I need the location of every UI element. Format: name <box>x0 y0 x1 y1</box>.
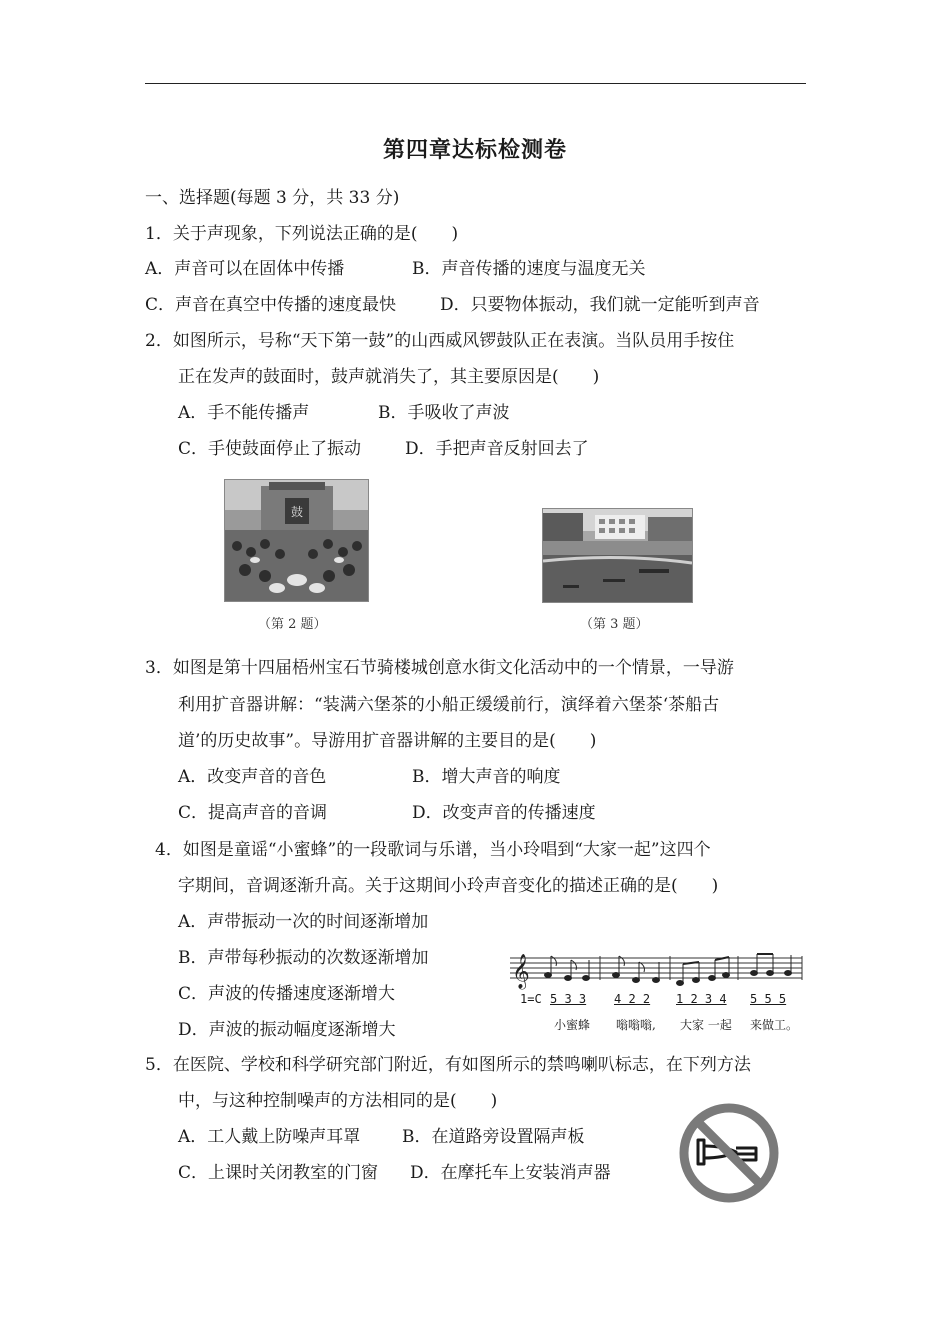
q4-option-b: B．声带每秒振动的次数逐渐增加 <box>178 948 429 968</box>
music-score-figure <box>506 948 806 1038</box>
q5-stem-line1: 5．在医院、学校和科学研究部门附近，有如图所示的禁鸣喇叭标志，在下列方法 <box>145 1055 751 1075</box>
q5-option-a: A．工人戴上防噪声耳罩 <box>178 1127 361 1147</box>
q1-option-a: A．声音可以在固体中传播 <box>145 259 345 279</box>
q3-figure-caption: （第 3 题） <box>580 617 649 632</box>
score-group-4: 5 5 5 <box>750 992 787 1006</box>
score-group-3: 1 2 3 4 <box>676 992 727 1006</box>
q5-option-b: B．在道路旁设置隔声板 <box>402 1127 585 1147</box>
q1-option-b: B．声音传播的速度与温度无关 <box>412 259 646 279</box>
q4-stem-line2: 字期间，音调逐渐升高。关于这期间小玲声音变化的描述正确的是( ) <box>178 876 719 896</box>
q2-stem-line1: 2．如图所示，号称“天下第一鼓”的山西威风锣鼓队正在表演。当队员用手按住 <box>145 331 735 351</box>
q1-option-c: C．声音在真空中传播的速度最快 <box>145 295 397 315</box>
q5-option-d: D．在摩托车上安装消声器 <box>410 1163 611 1183</box>
svg-text:鼓: 鼓 <box>290 505 304 519</box>
q3-stem-line1: 3．如图是第十四届梧州宝石节骑楼城创意水街文化活动中的一个情景，一导游 <box>145 658 734 678</box>
no-horn-sign-icon <box>676 1102 782 1204</box>
q3-option-d: D．改变声音的传播速度 <box>412 803 596 823</box>
q3-stem-line2: 利用扩音器讲解：“装满六堡茶的小船正缓缓前行，演绎着六堡茶‘茶船古 <box>178 695 720 715</box>
page-title: 第四章达标检测卷 <box>382 138 567 163</box>
lyric-2: 嗡嗡嗡, <box>616 1018 656 1032</box>
q2-option-a: A．手不能传播声 <box>178 403 310 423</box>
q2-option-c: C．手使鼓面停止了振动 <box>178 439 362 459</box>
score-group-1: 5 3 3 <box>550 992 587 1006</box>
q3-stem-line3: 道’的历史故事”。导游用扩音器讲解的主要目的是( ) <box>178 731 597 751</box>
drum-troupe-photo <box>224 479 369 602</box>
q3-option-b: B．增大声音的响度 <box>412 767 561 787</box>
q1-option-d: D．只要物体振动，我们就一定能听到声音 <box>440 295 760 315</box>
lyric-4: 来做工。 <box>750 1018 799 1032</box>
q1-stem: 1．关于声现象，下列说法正确的是( ) <box>145 224 459 244</box>
q4-option-c: C．声波的传播速度逐渐增大 <box>178 984 396 1004</box>
q5-option-c: C．上课时关闭教室的门窗 <box>178 1163 379 1183</box>
q4-option-d: D．声波的振动幅度逐渐增大 <box>178 1020 396 1040</box>
treble-clef-icon: 𝄞 <box>512 954 530 989</box>
q4-option-a: A．声带振动一次的时间逐渐增加 <box>178 912 429 932</box>
lyric-3: 大家 一起 <box>680 1018 732 1032</box>
header-rule <box>145 83 806 84</box>
score-key: 1=C <box>520 992 542 1006</box>
q2-figure-caption: （第 2 题） <box>258 617 327 632</box>
q2-option-d: D．手把声音反射回去了 <box>405 439 589 459</box>
water-street-photo <box>542 508 693 603</box>
q5-stem-line2: 中，与这种控制噪声的方法相同的是( ) <box>178 1091 498 1111</box>
q3-option-c: C．提高声音的音调 <box>178 803 328 823</box>
q3-option-a: A．改变声音的音色 <box>178 767 327 787</box>
lyric-1: 小蜜蜂 <box>554 1018 591 1032</box>
score-group-2: 4 2 2 <box>614 992 651 1006</box>
q2-option-b: B．手吸收了声波 <box>378 403 510 423</box>
q2-stem-line2: 正在发声的鼓面时，鼓声就消失了，其主要原因是( ) <box>178 367 600 387</box>
q4-stem-line1: 4．如图是童谣“小蜜蜂”的一段歌词与乐谱，当小玲唱到“大家一起”这四个 <box>155 840 711 860</box>
section-heading: 一、选择题(每题 3 分，共 33 分) <box>145 188 400 208</box>
